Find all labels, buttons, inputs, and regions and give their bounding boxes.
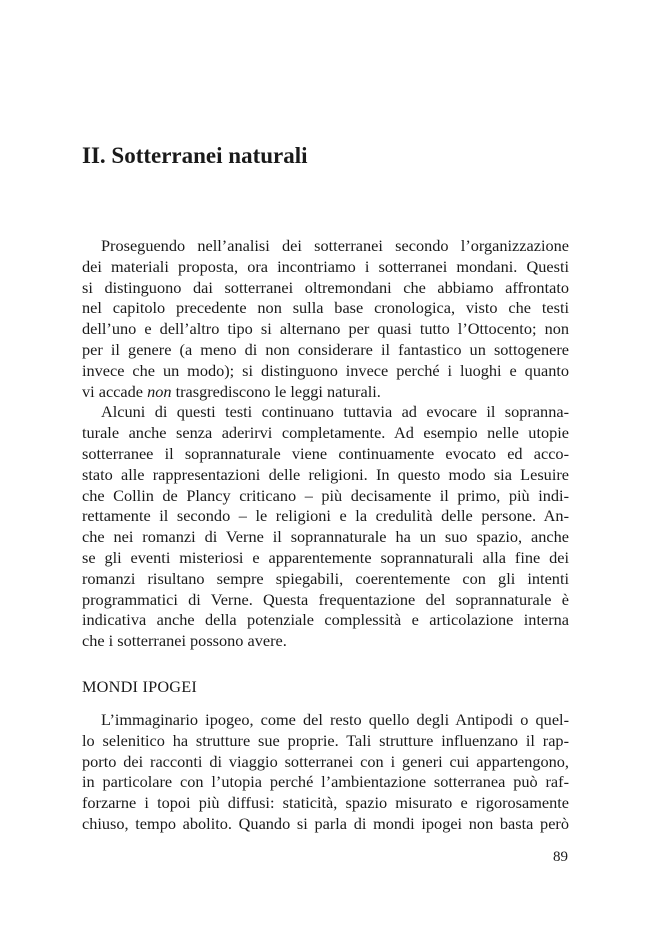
text-line: Proseguendo nell’analisi dei sotterranei secondo l’organizzazione [101,236,569,255]
text-line: chiuso, tempo abolito. Quando si parla di mondi ipogei non basta però [82,813,569,833]
text-line: nel capitolo precedente non sulla base cronologica, visto che testi [82,298,569,318]
section-heading: MONDI IPOGEI [82,677,198,696]
body-text-bottom [82,710,569,835]
page-number: 89 [553,849,568,865]
text-line: turale anche senza aderirvi completamente. Ad esempio nelle utopie [82,423,569,443]
text-line [82,382,569,403]
text-fragment: vi accade [82,381,148,401]
text-line: che Collin de Plancy criticano – più decisamente il primo, più indi- [82,485,569,505]
text-line: sotterranee il soprannaturale viene continuamente evocato ed acco- [82,443,569,463]
text-line: per il genere (a meno di non considerare il fantastico un sottogenere [82,339,569,359]
text-line: invece che un modo); si distinguono invece perché i luoghi e quanto [82,360,569,380]
text-line: Alcuni di questi testi continuano tuttavia ad evocare il sopranna- [101,402,569,422]
text-fragment: trasgrediscono le leggi naturali. [171,381,381,401]
text-line: lo selenitico ha strutture sue proprie. Tali strutture influenzano il rap- [82,730,569,750]
paragraph [82,402,569,652]
chapter-title: II. Sotterranei naturali [82,143,308,168]
text-line: dei materiali proposta, ora incontriamo i sotterranei mondani. Questi [82,256,569,276]
paragraph [82,710,569,835]
text-line: forzarne i topoi più diffusi: staticità, spazio misurato e rigorosamente [82,793,569,813]
paragraph [82,236,569,402]
text-line: programmatici di Verne. Questa frequentazione del soprannaturale è [82,589,569,609]
text-line: se gli eventi misteriosi e apparentemente soprannaturali alla fine dei [82,547,569,567]
emphasized-word: non [147,381,172,401]
text-line: dell’uno e dell’altro tipo si alternano per quasi tutto l’Ottocento; non [82,319,569,339]
text-line: indicativa anche della potenziale complessità e articolazione interna [82,610,569,630]
text-line: rettamente il secondo – le religioni e la credulità delle persone. An- [82,506,569,526]
text-line: L’immaginario ipogeo, come del resto quello degli Antipodi o quel- [101,710,569,729]
text-line: romanzi risultano sempre spiegabili, coerentemente con gli intenti [82,568,569,588]
text-line: che i sotterranei possono avere. [82,631,287,651]
text-line: porto dei racconti di viaggio sotterranei con i generi cui appartengono, [82,751,569,771]
body-text-top [82,236,569,652]
text-line: in particolare con l’utopia perché l’ambientazione sotterranea può raf- [82,772,569,792]
text-line: che nei romanzi di Verne il soprannaturale ha un suo spazio, anche [82,527,569,547]
text-line: stato alle rappresentazioni delle religioni. In questo modo sia Lesuire [82,464,569,484]
text-line: si distinguono dai sotterranei oltremondani che abbiamo affrontato [82,277,569,297]
